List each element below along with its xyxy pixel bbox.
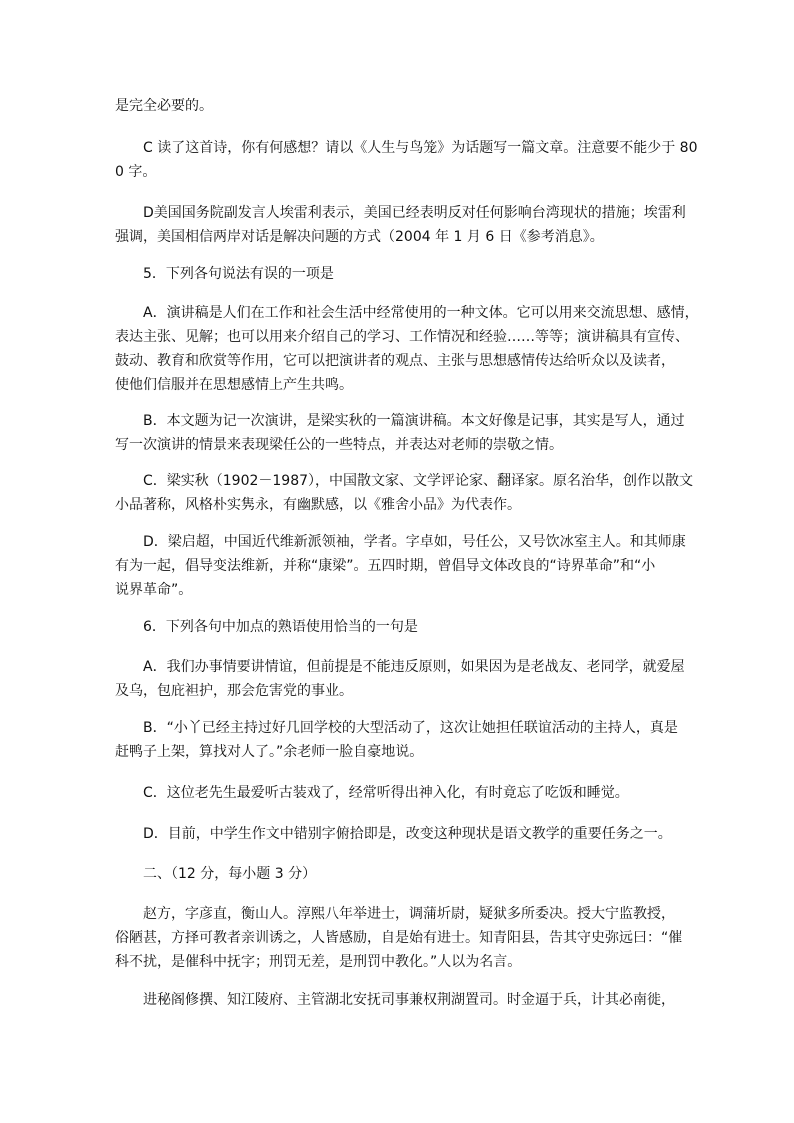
question-6-stem [115,615,670,639]
text-line: 有为一起，倡导变法维新，并称“康梁”。五四时期，曾倡导文体改良的“诗界革命”和“小 [115,558,656,574]
section-2-heading [115,862,670,886]
paragraph-option-c-poem [115,136,698,184]
question-6-option-d [115,822,670,846]
text-line: C．这位老先生最爱听古装戏了，经常听得出神入化，有时竟忘了吃饭和睡觉。 [143,785,629,801]
text-line: 二、（12 分，每小题 3 分） [143,866,317,882]
text-line: 赵方，字彦直，衡山人。淳熙八年举进士，调蒲圻尉，疑狱多所委决。授大宁监教授， [143,906,675,922]
text-line: A．我们办事情要讲情谊，但前提是不能违反原则，如果因为是老战友、老同学，就爱屋 [143,659,685,675]
question-5-stem [115,262,670,286]
text-line: 及乌，包庇袒护，那会危害党的事业。 [115,683,353,699]
text-line: C．梁实秋（1902－1987），中国散文家、文学评论家、翻译家。原名治华，创作以散文 [143,473,694,489]
text-line: 是完全必要的。 [115,98,213,114]
question-5-option-c [115,469,694,517]
text-line: 强调，美国相信两岸对话是解决问题的方式（2004 年 1 月 6 日《参考消息》。 [115,229,604,245]
text-line: A．演讲稿是人们在工作和社会生活中经常使用的一种文体。它可以用来交流思想、感情， [143,305,699,321]
text-line: 写一次演讲的情景来表现梁任公的一些特点，并表达对老师的崇敬之情。 [115,437,563,453]
text-line: 进秘阁修撰、知江陵府、主管湖北安抚司事兼权荆湖置司。时金逼于兵，计其必南徙， [143,992,675,1008]
question-5-option-d [115,530,686,602]
paragraph-intro-tail [115,94,670,118]
text-line: 表达主张、见解；也可以用来介绍自己的学习、工作情况和经验……等等；演讲稿具有宣传、 [115,329,689,345]
text-line: C 读了这首诗，你有何感想？请以《人生与鸟笼》为话题写一篇文章。注意要不能少于 80 [143,140,698,156]
text-line: 鼓动、教育和欣赏等作用，它可以把演讲者的观点、主张与思想感情传达给听众以及读者， [115,353,675,369]
text-line: 赶鸭子上架，算找对人了。”余老师一脸自豪地说。 [115,744,424,760]
question-6-option-b [115,716,678,764]
question-6-option-a [115,655,685,703]
question-5-option-a [115,301,699,397]
text-line: 0 字。 [115,164,157,180]
text-line: B．“小丫已经主持过好几回学校的大型活动了，这次让她担任联谊活动的主持人，真是 [143,720,678,736]
text-line: D．目前，中学生作文中错别字俯拾即是，改变这种现状是语文教学的重要任务之一。 [143,826,672,842]
text-line: 使他们信服并在思想感情上产生共鸣。 [115,377,353,393]
text-line: 6．下列各句中加点的熟语使用恰当的一句是 [143,619,418,635]
passage-paragraph-2 [115,988,675,1012]
text-line: D．梁启超，中国近代维新派领袖，学者。字卓如，号任公，又号饮冰室主人。和其师康 [143,534,686,550]
text-line: 俗陋甚，方择可教者亲训诱之，人皆感励，自是始有进士。知青阳县，告其守史弥远曰：“催 [115,930,683,946]
text-line: D美国国务院副发言人埃雷利表示，美国已经表明反对任何影响台湾现状的措施；埃雷利 [143,205,686,221]
paragraph-option-d-news [115,201,686,249]
text-line: 小品著称，风格朴实隽永，有幽默感，以《雅舍小品》为代表作。 [115,497,521,513]
passage-paragraph-1 [115,902,683,974]
text-line: B．本文题为记一次演讲，是梁实秋的一篇演讲稿。本文好像是记事，其实是写人，通过 [143,413,685,429]
text-line: 科不扰，是催科中抚字；刑罚无差，是刑罚中教化。”人以为名言。 [115,954,522,970]
text-line: 说界革命”。 [115,582,193,598]
text-line: 5．下列各句说法有误的一项是 [143,266,334,282]
question-6-option-c [115,781,670,805]
question-5-option-b [115,409,685,457]
